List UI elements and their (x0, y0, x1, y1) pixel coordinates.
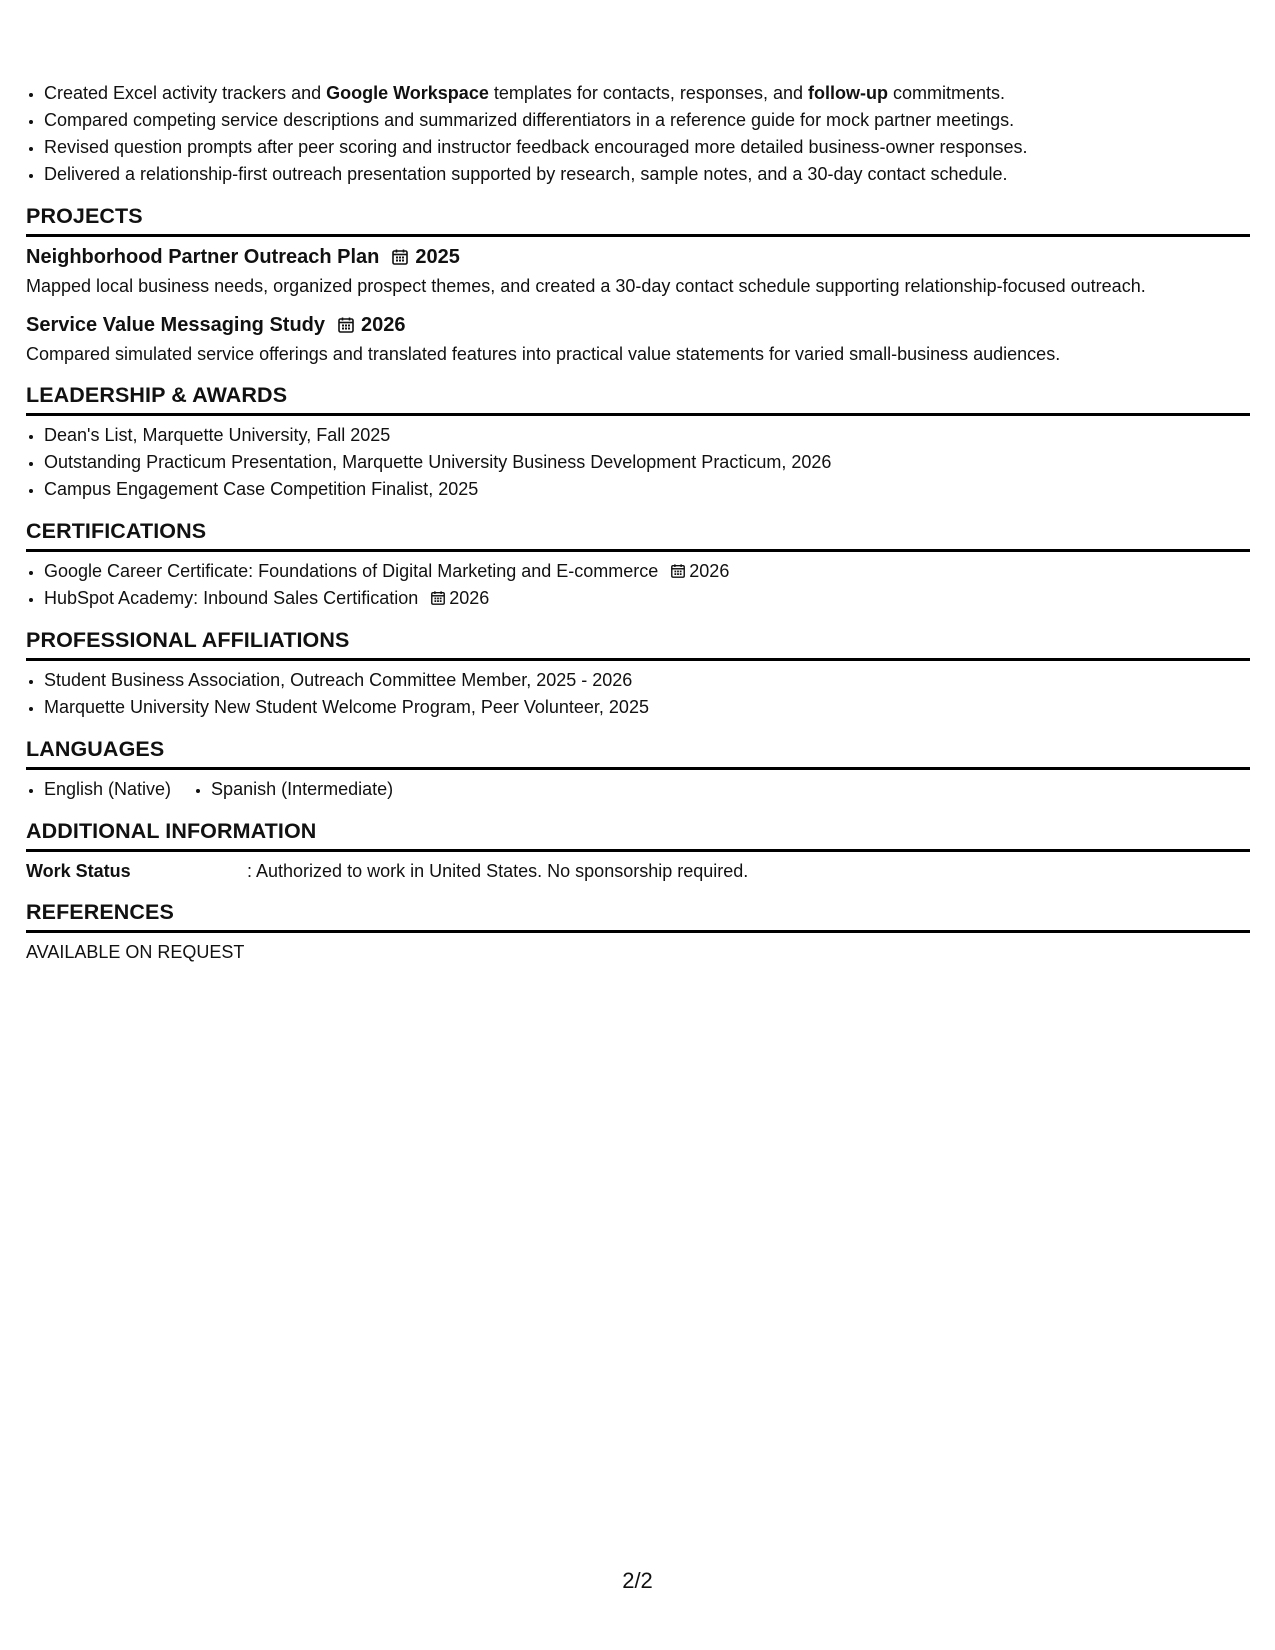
list-item: • Spanish (Intermediate) (211, 776, 393, 803)
work-status-label: Work Status (26, 861, 131, 881)
bullet-text-bold: Google Workspace (326, 83, 489, 103)
projects-body (26, 237, 1250, 367)
list-item: • Revised question prompts after peer scoring and instructor feedback encouraged more detailed business-owner responses. (44, 134, 1250, 161)
list-item: • Dean's List, Marquette University, Fall 2025 (44, 422, 1250, 449)
resume-page-2 (26, 80, 1250, 965)
calendar-icon (391, 248, 409, 266)
references-body (26, 933, 1250, 965)
languages-body (26, 770, 1250, 803)
project-description: Mapped local business needs, organized prospect themes, and created a 30-day contact schedule supporting relationship-focused outreach. (26, 276, 1146, 296)
references-text: AVAILABLE ON REQUEST (26, 942, 245, 962)
affiliations-section (26, 626, 1250, 721)
section-title: ADDITIONAL INFORMATION (26, 817, 1250, 852)
references-section (26, 898, 1250, 965)
work-status-value: : Authorized to work in United States. No sponsorship required. (247, 861, 749, 881)
certification-year: 2026 (449, 588, 490, 608)
list-item: • Compared competing service descriptions and summarized differentiators in a reference guide for mock partner meetings. (44, 107, 1250, 134)
project-name: Service Value Messaging Study (26, 314, 326, 336)
section-title: CERTIFICATIONS (26, 517, 1250, 552)
certifications-section (26, 517, 1250, 612)
additional-info-section (26, 817, 1250, 884)
bullet-text-bold: follow-up (808, 83, 888, 103)
project-heading (26, 243, 1250, 271)
list-item: • Campus Engagement Case Competition Finalist, 2025 (44, 476, 1250, 503)
project-year: 2026 (361, 314, 406, 336)
list-item (44, 80, 1250, 107)
languages-list (26, 776, 1250, 803)
affiliations-body (26, 661, 1250, 721)
affiliations-list (26, 667, 1250, 721)
list-item: • Marquette University New Student Welcome Program, Peer Volunteer, 2025 (44, 694, 1250, 721)
list-item: • English (Native) (44, 776, 171, 803)
section-title: LEADERSHIP & AWARDS (26, 381, 1250, 416)
list-item (44, 558, 1250, 585)
project-description: Compared simulated service offerings and translated features into practical value statements for varied small-business audiences. (26, 344, 1061, 364)
calendar-icon (337, 316, 355, 334)
projects-section (26, 202, 1250, 367)
list-item: • Student Business Association, Outreach Committee Member, 2025 - 2026 (44, 667, 1250, 694)
section-title: PROJECTS (26, 202, 1250, 237)
list-item: • Delivered a relationship-first outreach presentation supported by research, sample notes, and a 30-day contact schedule. (44, 161, 1250, 188)
calendar-icon (670, 563, 686, 579)
certification-name: HubSpot Academy: Inbound Sales Certification (44, 588, 419, 608)
work-status-row (26, 858, 1250, 884)
project-heading (26, 311, 1250, 339)
list-item: • Outstanding Practicum Presentation, Marquette University Business Development Practicum, 2026 (44, 449, 1250, 476)
list-item (44, 585, 1250, 612)
page-number: 2/2 (622, 1568, 653, 1593)
section-title: LANGUAGES (26, 735, 1250, 770)
certifications-body (26, 552, 1250, 612)
leadership-body (26, 416, 1250, 503)
section-title: REFERENCES (26, 898, 1250, 933)
project-name: Neighborhood Partner Outreach Plan (26, 246, 380, 268)
certification-year: 2026 (689, 561, 730, 581)
bullet-text: commitments. (888, 83, 1006, 103)
additional-info-body (26, 852, 1250, 884)
project-year: 2025 (415, 246, 460, 268)
section-title: PROFESSIONAL AFFILIATIONS (26, 626, 1250, 661)
leadership-section (26, 381, 1250, 503)
bullet-text: templates for contacts, responses, and (488, 83, 809, 103)
certification-name: Google Career Certificate: Foundations of Digital Marketing and E-commerce (44, 561, 659, 581)
calendar-icon (430, 590, 446, 606)
bullet-text: Created Excel activity trackers and (44, 83, 327, 103)
certifications-list (26, 558, 1250, 612)
languages-section (26, 735, 1250, 803)
leadership-list (26, 422, 1250, 503)
experience-bullet-list (26, 80, 1250, 188)
